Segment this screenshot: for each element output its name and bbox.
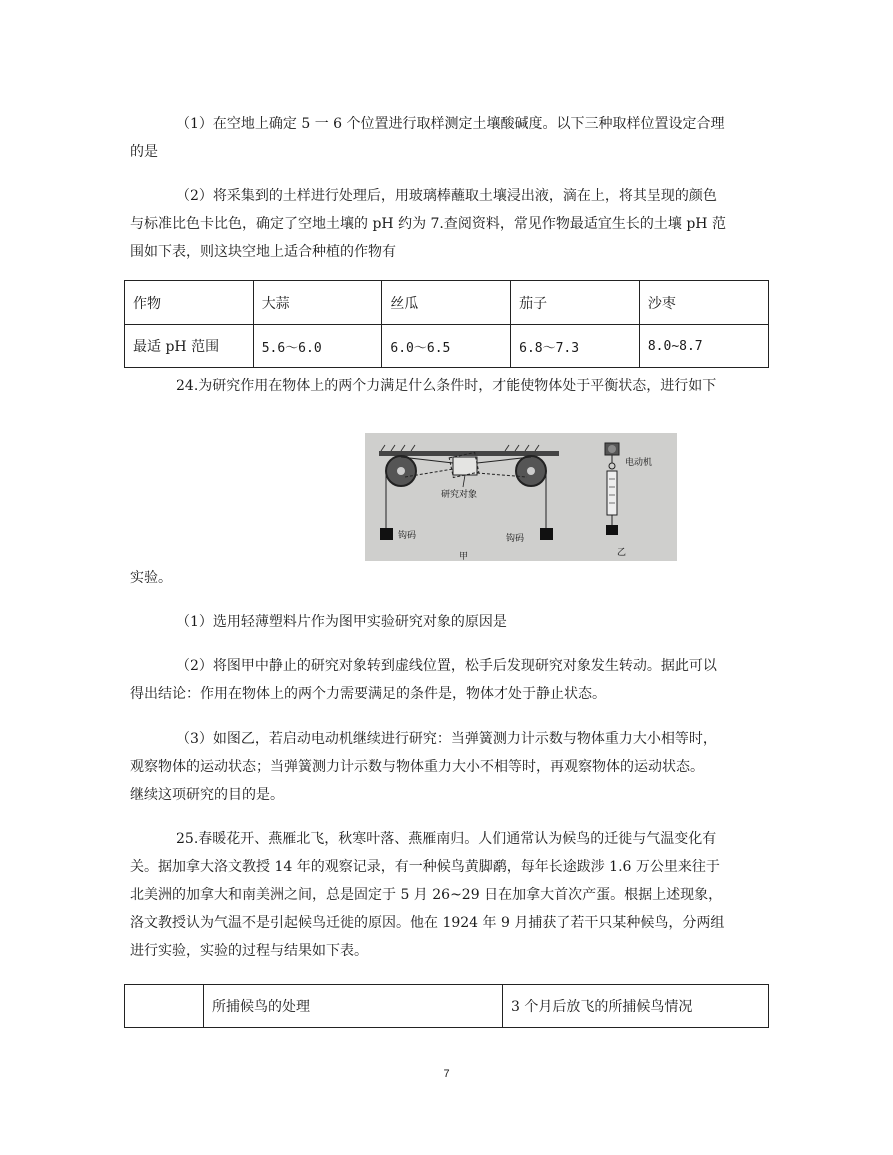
table-header-row — [125, 985, 769, 1028]
label-research-object: 研究对象 — [441, 490, 478, 500]
table-cell: 所捕候鸟的处理 — [204, 985, 503, 1028]
q25-line5: 进行实验，实验的过程与结果如下表。 — [130, 943, 368, 959]
experiment-diagram — [365, 433, 677, 561]
table-cell: 最适 pH 范围 — [125, 325, 254, 368]
q25-line3: 北美洲的加拿大和南美洲之间，总是固定于 5 月 26~29 日在加拿大首次产蛋。根据上述现象， — [130, 887, 723, 903]
table-cell: 丝瓜 — [382, 281, 511, 325]
table-cell: 沙枣 — [639, 281, 768, 325]
label-weight-left: 钩码 — [398, 531, 417, 541]
label-weight-right: 钩码 — [506, 534, 525, 544]
q24-part3-line2: 观察物体的运动状态；当弹簧测力计示数与物体重力大小不相等时，再观察物体的运动状态。 — [130, 759, 704, 775]
q25-line1: 25.春暖花开、燕雁北飞，秋寒叶落、燕雁南归。人们通常认为候鸟的迁徙与气温变化有 — [176, 831, 717, 847]
q23-part2-line1: （2）将采集到的土样进行处理后，用玻璃棒蘸取土壤浸出液，滴在上，将其呈现的颜色 — [176, 188, 717, 204]
table-cell: 5.6～6.0 — [253, 325, 382, 368]
table-row — [125, 325, 769, 368]
table-cell: 6.0～6.5 — [382, 325, 511, 368]
q25-line2: 关。据加拿大洛文教授 14 年的观察记录，有一种候鸟黄脚鹬，每年长途跋涉 1.6 万公里来往于 — [130, 859, 720, 875]
label-figure-yi: 乙 — [617, 548, 627, 558]
experiment-figure — [365, 433, 677, 561]
q24-part1: （1）选用轻薄塑料片作为图甲实验研究对象的原因是 — [176, 614, 507, 630]
migration-experiment-table — [124, 984, 769, 1028]
table-header-row — [125, 281, 769, 325]
page-number: 7 — [443, 1068, 450, 1080]
table-cell — [125, 985, 204, 1028]
table-cell: 3 个月后放飞的所捕候鸟情况 — [503, 985, 769, 1028]
hanging-object-icon — [606, 525, 618, 535]
hatch-marks — [381, 445, 539, 451]
q24-part3-line1: （3）如图乙，若启动电动机继续进行研究：当弹簧测力计示数与物体重力大小相等时， — [176, 731, 717, 747]
q24-part3-line3: 继续这项研究的目的是。 — [130, 787, 284, 803]
q23-part2-line3: 围如下表，则这块空地上适合种植的作物有 — [130, 244, 396, 260]
q24-after-figure: 实验。 — [130, 570, 172, 586]
table-cell: 8.0~8.7 — [639, 325, 768, 368]
table-cell: 6.8～7.3 — [511, 325, 640, 368]
q25-line4: 洛文教授认为气温不是引起候鸟迁徙的原因。他在 1924 年 9 月捕获了若干只某种候鸟，分两组 — [130, 915, 725, 931]
q24-part2-line1: （2）将图甲中静止的研究对象转到虚线位置，松手后发现研究对象发生转动。据此可以 — [176, 658, 717, 674]
q24-part2-line2: 得出结论：作用在物体上的两个力需要满足的条件是，物体才处于静止状态。 — [130, 686, 606, 702]
table-cell: 大蒜 — [253, 281, 382, 325]
label-motor: 电动机 — [625, 458, 653, 468]
q24-intro: 24.为研究作用在物体上的两个力满足什么条件时，才能使物体处于平衡状态，进行如下 — [176, 378, 717, 394]
label-figure-jia: 甲 — [459, 552, 469, 561]
q23-part1-line2: 的是 — [130, 144, 158, 160]
table-cell: 作物 — [125, 281, 254, 325]
ph-range-table — [124, 280, 769, 368]
research-object — [453, 457, 477, 475]
left-weight-icon — [380, 528, 393, 540]
q23-part1-line1: （1）在空地上确定 5 一 6 个位置进行取样测定土壤酸碱度。以下三种取样位置设定合理 — [176, 116, 725, 132]
q23-part2-line2: 与标准比色卡比色，确定了空地土壤的 pH 约为 7.查阅资料，常见作物最适宜生长的土壤 pH 范 — [130, 216, 726, 232]
right-weight-icon — [540, 528, 553, 540]
spring-scale-icon — [607, 471, 617, 515]
table-cell: 茄子 — [511, 281, 640, 325]
